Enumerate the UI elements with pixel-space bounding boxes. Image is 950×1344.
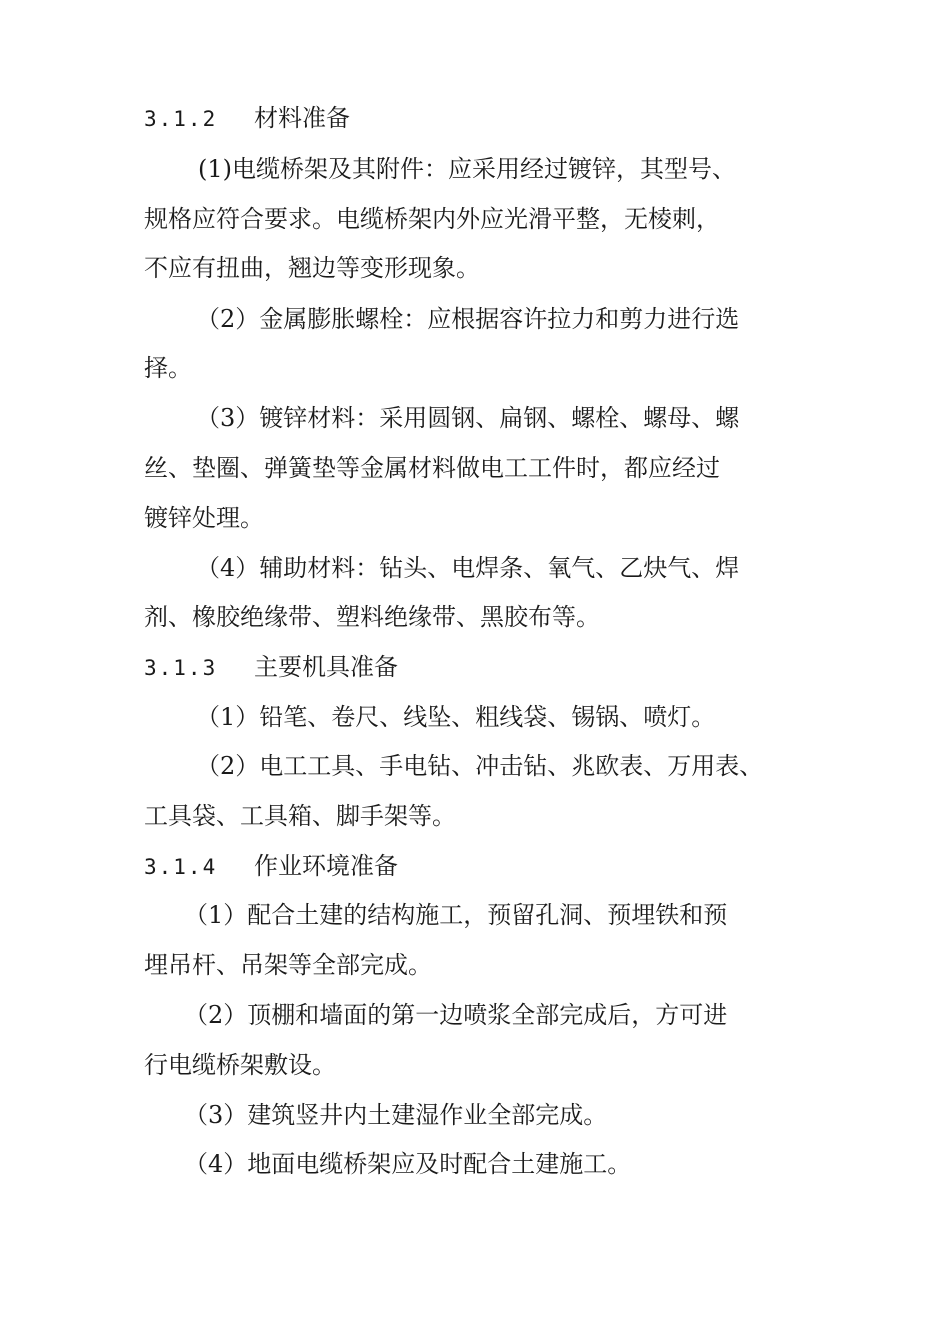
paragraph-line: 剂、橡胶绝缘带、塑料绝缘带、黑胶布等。: [144, 603, 600, 631]
paragraph-line: 镀锌处理。: [144, 504, 264, 532]
paragraph-line: 丝、垫圈、弹簧垫等金属材料做电工工件时，都应经过: [144, 454, 720, 482]
section-number: 3.1.4: [144, 855, 218, 879]
section-number: 3.1.2: [144, 107, 218, 131]
paragraph-line: 不应有扭曲，翘边等变形现象。: [144, 254, 480, 282]
section-heading-3-1-4: [144, 850, 398, 883]
section-number: 3.1.3: [144, 656, 218, 680]
paragraph-line: (1)电缆桥架及其附件：应采用经过镀锌，其型号、: [198, 155, 736, 183]
paragraph-line: （2）金属膨胀螺栓：应根据容许拉力和剪力进行选: [196, 305, 740, 333]
paragraph-line: （1）配合土建的结构施工，预留孔洞、预埋铁和预: [184, 901, 728, 929]
section-heading-3-1-3: [144, 651, 398, 684]
paragraph-line: 规格应符合要求。电缆桥架内外应光滑平整，无棱刺，: [144, 205, 720, 233]
paragraph-line: 埋吊杆、吊架等全部完成。: [144, 951, 432, 979]
paragraph-line: （1）铅笔、卷尺、线坠、粗线袋、锡锅、喷灯。: [196, 703, 716, 731]
paragraph-line: 工具袋、工具箱、脚手架等。: [144, 802, 456, 830]
section-title: 作业环境准备: [254, 852, 398, 880]
paragraph-line: 择。: [144, 354, 192, 382]
paragraph-line: （3）镀锌材料：采用圆钢、扁钢、螺栓、螺母、螺: [196, 404, 740, 432]
section-title: 主要机具准备: [254, 653, 398, 681]
paragraph-line: （2）电工工具、手电钻、冲击钻、兆欧表、万用表、: [196, 752, 764, 780]
paragraph-line: （2）顶棚和墙面的第一边喷浆全部完成后，方可进: [184, 1001, 728, 1029]
paragraph-line: （4）辅助材料：钻头、电焊条、氧气、乙炔气、焊: [196, 554, 740, 582]
paragraph-line: （4）地面电缆桥架应及时配合土建施工。: [184, 1150, 632, 1178]
section-heading-3-1-2: [144, 102, 350, 135]
section-title: 材料准备: [254, 104, 350, 132]
paragraph-line: （3）建筑竖井内土建湿作业全部完成。: [184, 1101, 608, 1129]
paragraph-line: 行电缆桥架敷设。: [144, 1051, 336, 1079]
